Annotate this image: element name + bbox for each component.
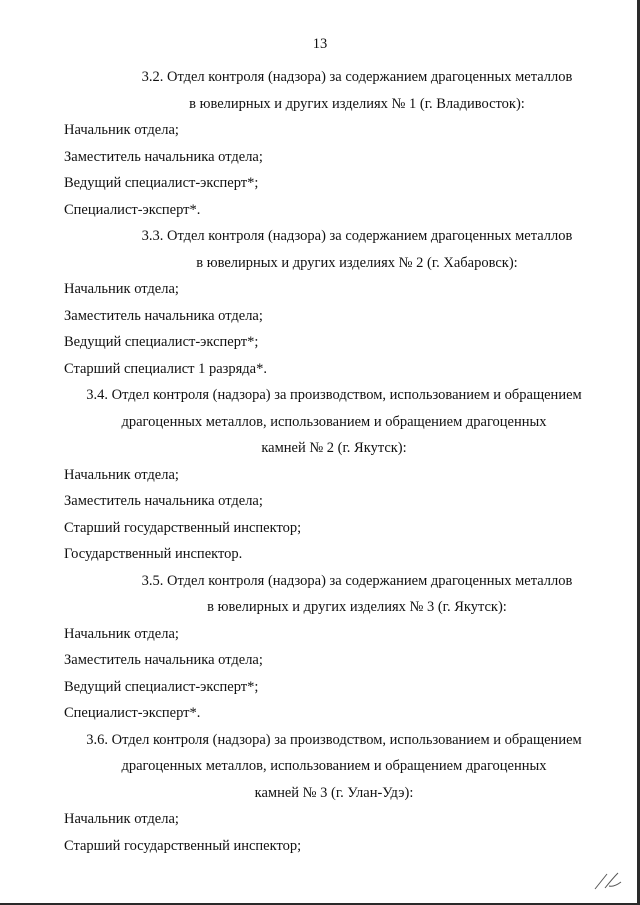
- position-item: Заместитель начальника отдела;: [64, 148, 263, 165]
- section-heading-line: драгоценных металлов, использованием и обращением драгоценных: [121, 413, 547, 430]
- position-item: Заместитель начальника отдела;: [64, 307, 263, 324]
- position-item: Заместитель начальника отдела;: [64, 652, 263, 668]
- section-3-4: [64, 382, 604, 568]
- section-3-2: [64, 64, 604, 223]
- section-heading-line: камней № 3 (г. Улан-Удэ):: [254, 784, 414, 801]
- position-item: Заместитель начальника отдела;: [64, 493, 263, 509]
- section-heading-line: 3.6. Отдел контроля (надзора) за производством, использованием и обращением: [86, 731, 582, 748]
- section-heading-line: 3.4. Отдел контроля (надзора) за производством, использованием и обращением: [86, 387, 582, 403]
- section-heading-line: 3.3. Отдел контроля (надзора) за содержанием драгоценных металлов: [141, 228, 573, 244]
- position-item: Специалист-эксперт*.: [64, 201, 201, 218]
- position-item: Начальник отдела;: [64, 281, 179, 297]
- section-heading-line: в ювелирных и других изделиях № 3 (г. Якутск):: [207, 599, 507, 615]
- position-item: Начальник отдела;: [64, 625, 179, 642]
- section-3-5: [64, 568, 604, 727]
- position-item: Специалист-эксперт*.: [64, 705, 201, 721]
- position-item: Старший специалист 1 разряда*.: [64, 360, 267, 377]
- section-heading-line: в ювелирных и других изделиях № 2 (г. Хабаровск):: [196, 254, 518, 271]
- position-item: Ведущий специалист-эксперт*;: [64, 175, 259, 191]
- section-heading-line: камней № 2 (г. Якутск):: [261, 440, 407, 456]
- position-item: Начальник отдела;: [64, 122, 179, 138]
- position-item: Старший государственный инспектор;: [64, 837, 302, 854]
- position-item: Начальник отдела;: [64, 466, 179, 483]
- position-item: Государственный инспектор.: [64, 546, 243, 562]
- section-heading-line: 3.2. Отдел контроля (надзора) за содержанием драгоценных металлов: [141, 69, 573, 85]
- section-heading-line: 3.5. Отдел контроля (надзора) за содержанием драгоценных металлов: [141, 572, 573, 589]
- section-heading-line: в ювелирных и других изделиях № 1 (г. Владивосток):: [189, 95, 525, 112]
- position-item: Ведущий специалист-эксперт*;: [64, 678, 259, 695]
- position-item: Старший государственный инспектор;: [64, 519, 302, 536]
- section-3-6: [64, 727, 604, 860]
- position-item: Ведущий специалист-эксперт*;: [64, 334, 259, 350]
- position-item: Начальник отдела;: [64, 811, 179, 827]
- section-3-3: [64, 223, 604, 382]
- handwritten-initials-mark: [592, 870, 624, 892]
- section-heading-line: драгоценных металлов, использованием и обращением драгоценных: [121, 758, 547, 774]
- page-number: 13: [312, 36, 328, 52]
- document-body: [64, 64, 604, 859]
